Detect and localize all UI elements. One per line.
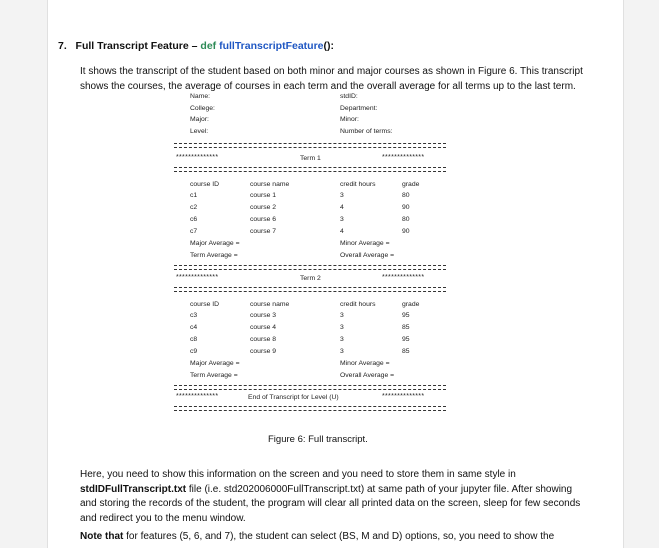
cell-credit-hours: 3	[340, 312, 344, 319]
cell-credit-hours: 4	[340, 204, 344, 211]
instructions-paragraph	[80, 468, 590, 526]
end-of-transcript: End of Transcript for Level (U)	[248, 394, 339, 401]
label-college: College:	[190, 105, 215, 112]
cell-credit-hours: 4	[340, 228, 344, 235]
col-course-id: course ID	[190, 181, 220, 188]
cell-course-id: c3	[190, 312, 198, 319]
note-paragraph	[80, 530, 590, 545]
cell-course-id: c4	[190, 324, 198, 331]
separator	[174, 143, 446, 148]
document-page	[47, 0, 624, 548]
cell-grade: 90	[402, 204, 410, 211]
cell-course-name: course 9	[250, 348, 277, 355]
separator	[174, 287, 446, 292]
cell-course-name: course 7	[250, 228, 277, 235]
stars-right: **************	[382, 154, 425, 161]
label-minor: Minor:	[340, 116, 359, 123]
cell-course-id: c8	[190, 336, 198, 343]
stars-left: **************	[176, 274, 219, 281]
col-credit-hours: credit hours	[340, 301, 376, 308]
label-department: Department:	[340, 105, 378, 112]
term-1-title: Term 1	[300, 155, 321, 162]
term-average: Term Average =	[190, 252, 238, 259]
major-average: Major Average =	[190, 360, 240, 367]
cell-credit-hours: 3	[340, 348, 344, 355]
overall-average: Overall Average =	[340, 252, 395, 259]
cell-course-name: course 6	[250, 216, 277, 223]
cell-course-name: course 3	[250, 312, 277, 319]
section-number: 7.	[58, 40, 67, 52]
note-text: for features (5, 6, and 7), the student can select (BS, M and D) options, so, you need to show the	[123, 531, 555, 542]
stars-left: **************	[176, 393, 219, 400]
cell-course-name: course 2	[250, 204, 277, 211]
cell-credit-hours: 3	[340, 192, 344, 199]
stars-right: **************	[382, 274, 425, 281]
filename-bold: stdIDFullTranscript.txt	[80, 483, 187, 495]
minor-average: Minor Average =	[340, 240, 390, 247]
transcript-figure	[174, 93, 446, 423]
cell-grade: 90	[402, 228, 410, 235]
cell-grade: 85	[402, 348, 410, 355]
cell-course-id: c7	[190, 228, 198, 235]
cell-grade: 80	[402, 216, 410, 223]
cell-grade: 80	[402, 192, 410, 199]
section-title: Full Transcript Feature –	[75, 40, 201, 52]
separator	[174, 167, 446, 172]
def-keyword: def	[200, 40, 217, 52]
col-course-id: course ID	[190, 301, 220, 308]
separator	[174, 406, 446, 411]
intro-paragraph: It shows the transcript of the student based on both minor and major courses as shown in Figure 6. This transcript shows the courses, the average of courses in each term and the overall average for all terms up to the last term.	[80, 66, 583, 92]
stars-right: **************	[382, 393, 425, 400]
label-number-of-terms: Number of terms:	[340, 128, 393, 135]
cell-course-id: c9	[190, 348, 198, 355]
col-course-name: course name	[250, 181, 290, 188]
label-major: Major:	[190, 116, 209, 123]
cell-credit-hours: 3	[340, 216, 344, 223]
cell-course-name: course 8	[250, 336, 277, 343]
cell-course-id: c1	[190, 192, 198, 199]
label-name: Name:	[190, 93, 211, 100]
col-course-name: course name	[250, 301, 290, 308]
section-heading	[58, 40, 334, 52]
overall-average: Overall Average =	[340, 372, 395, 379]
cell-grade: 85	[402, 324, 410, 331]
note-bold: Note that	[80, 531, 124, 542]
stars-left: **************	[176, 154, 219, 161]
col-grade: grade	[402, 181, 420, 188]
minor-average: Minor Average =	[340, 360, 390, 367]
cell-credit-hours: 3	[340, 336, 344, 343]
cell-course-name: course 1	[250, 192, 277, 199]
separator	[174, 385, 446, 390]
major-average: Major Average =	[190, 240, 240, 247]
cell-course-id: c6	[190, 216, 198, 223]
cell-credit-hours: 3	[340, 324, 344, 331]
label-stdid: stdID:	[340, 93, 358, 100]
cell-grade: 95	[402, 312, 410, 319]
label-level: Level:	[190, 128, 209, 135]
col-credit-hours: credit hours	[340, 181, 376, 188]
term-average: Term Average =	[190, 372, 238, 379]
cell-grade: 95	[402, 336, 410, 343]
cell-course-name: course 4	[250, 324, 277, 331]
function-name: fullTranscriptFeature	[219, 40, 324, 52]
figure-caption: Figure 6: Full transcript.	[268, 434, 368, 445]
function-suffix: ():	[323, 40, 335, 52]
cell-course-id: c2	[190, 204, 198, 211]
para2-text-after: file (i.e. std202006000FullTranscript.txt) at same path of your jupyter file. After showing and storing the records of the student, the program will clear all printed data on the screen, sleep for few seconds and redirect you to the menu window.	[80, 483, 581, 524]
separator	[174, 265, 446, 270]
para2-text-before: Here, you need to show this information on the screen and you need to store them in same style in	[80, 469, 516, 480]
term-2-title: Term 2	[300, 275, 321, 282]
col-grade: grade	[402, 301, 420, 308]
